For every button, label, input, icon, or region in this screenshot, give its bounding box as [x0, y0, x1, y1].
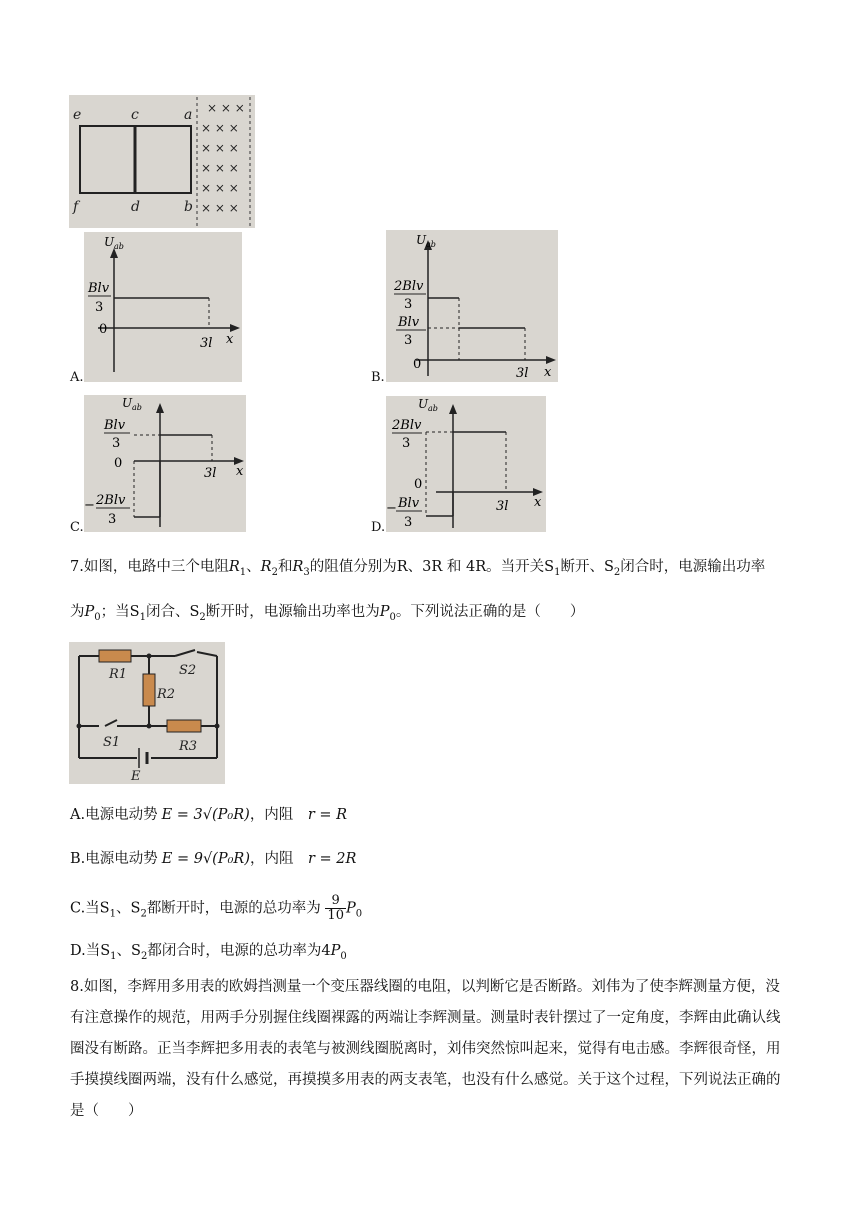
svg-text:× × ×: × × × — [201, 181, 239, 195]
axis-y-sub-c: ab — [132, 403, 142, 412]
tick-a-0: Blv — [88, 281, 110, 296]
tick-d-0: 2Blv — [392, 418, 422, 433]
svg-text:× × ×: × × × — [201, 121, 239, 135]
axis-y-sub-d: ab — [428, 404, 438, 413]
tick-b-3: 3 — [404, 333, 413, 348]
label-a: a — [184, 107, 193, 123]
label-e: e — [73, 107, 82, 123]
axis-y-sub: ab — [114, 242, 124, 251]
axis-x-a: x — [226, 332, 234, 347]
svg-text:× × ×: × × × — [201, 141, 239, 155]
tick-c-2: − — [84, 498, 95, 513]
zero-b: 0 — [413, 357, 422, 372]
loop-field-figure — [69, 95, 255, 228]
r2-label: R2 — [157, 687, 176, 702]
svg-text:× × ×: × × × — [201, 161, 239, 175]
tick-d-1: 3 — [402, 436, 411, 451]
label-b: b — [184, 199, 193, 215]
label-d: d — [131, 199, 140, 215]
graph-c — [84, 395, 246, 532]
option-a-label: A. — [70, 370, 84, 385]
svg-text:× × ×: × × × — [207, 101, 245, 115]
axis-y-sub-b: ab — [426, 240, 436, 249]
tick-d-3: Blv — [398, 496, 420, 511]
x-mark-a: 3l — [200, 336, 213, 351]
zero-a: 0 — [99, 322, 108, 337]
zero-c: 0 — [114, 456, 123, 471]
tick-a-1: 3 — [95, 300, 104, 315]
s2-label: S2 — [179, 663, 197, 678]
graph-d — [386, 396, 546, 532]
x-mark-b: 3l — [516, 366, 529, 381]
svg-text:× × ×: × × × — [201, 201, 239, 215]
r3-label: R3 — [179, 739, 198, 754]
q7-option-b: B.电源电动势 E = 9√(P₀R)，内阻 r = 2R — [70, 851, 357, 867]
axis-x-c: x — [236, 464, 244, 479]
axis-x-d: x — [534, 495, 542, 510]
tick-c-0: Blv — [104, 418, 126, 433]
q7-line1: 7.如图，电路中三个电阻$R_1$、$R_2$和$R_3$的阻值分别为R、3R 和 4R。当开关$S_1$断开、$S_2$闭合时，电源输出功率 — [70, 559, 766, 578]
label-c: c — [131, 107, 139, 123]
q7-option-a: A.电源电动势 E = 3√(P₀R)，内阻 r = R — [70, 807, 348, 823]
graph-b — [386, 230, 558, 382]
x-mark-c: 3l — [204, 466, 217, 481]
option-d-label: D. — [371, 520, 386, 535]
label-f: f — [73, 199, 79, 215]
r1-label: R1 — [109, 667, 128, 682]
option-c-label: C. — [70, 520, 84, 535]
tick-b-2: Blv — [398, 315, 420, 330]
q7-line2: 为$P_0$；当$S_1$闭合、$S_2$断开时，电源输出功率也为$P_0$。下列说法正确的是（ ） — [70, 604, 585, 623]
e-label: E — [131, 769, 141, 784]
axis-y-label-b: U — [416, 233, 427, 247]
tick-d-4: 3 — [404, 515, 413, 530]
tick-c-1: 3 — [112, 436, 121, 451]
tick-b-1: 3 — [404, 297, 413, 312]
tick-c-3: 2Blv — [96, 493, 126, 508]
tick-d-2: − — [386, 501, 397, 516]
axis-x-b: x — [544, 365, 552, 380]
option-b-label: B. — [371, 370, 385, 385]
s1-label: S1 — [103, 735, 121, 750]
zero-d: 0 — [414, 477, 423, 492]
graph-a — [84, 232, 242, 382]
tick-c-4: 3 — [108, 512, 117, 527]
q8-paragraph: 8.如图，李辉用多用表的欧姆挡测量一个变压器线圈的电阻，以判断它是否断路。刘伟为了使李辉测量方便，没有注意操作的规范，用两手分别握住线圈裸露的两端让李辉测量。测量时表针摆过了一定角度，李辉由此确认线圈没有断路。正当李辉把多用表的表笔与被测线圈脱离时，刘伟突然惊叫起来，觉得有电击感。李辉很奇怪，用手摸摸线圈两端，没有什么感觉，再摸摸多用表的两支表笔，也没有什么感觉。关于这个过程，下列说法正确的是（ ） — [70, 979, 781, 1119]
fraction-9-10: $\frac{9}{10}$ — [327, 893, 344, 923]
x-mark-d: 3l — [496, 499, 509, 514]
axis-y-label-c: U — [122, 396, 133, 410]
circuit-figure — [69, 642, 225, 784]
q7-option-c: C.当$S_1$、$S_2$都断开时，电源的总功率为 $\frac{9}{10}$ $P_0$ — [70, 893, 363, 923]
axis-y-label: U — [104, 235, 115, 249]
q7-option-d: D.当$S_1$、$S_2$都闭合时，电源的总功率为$4P_0$ — [70, 943, 347, 962]
tick-b-0: 2Blv — [394, 279, 424, 294]
axis-y-label-d: U — [418, 397, 429, 411]
